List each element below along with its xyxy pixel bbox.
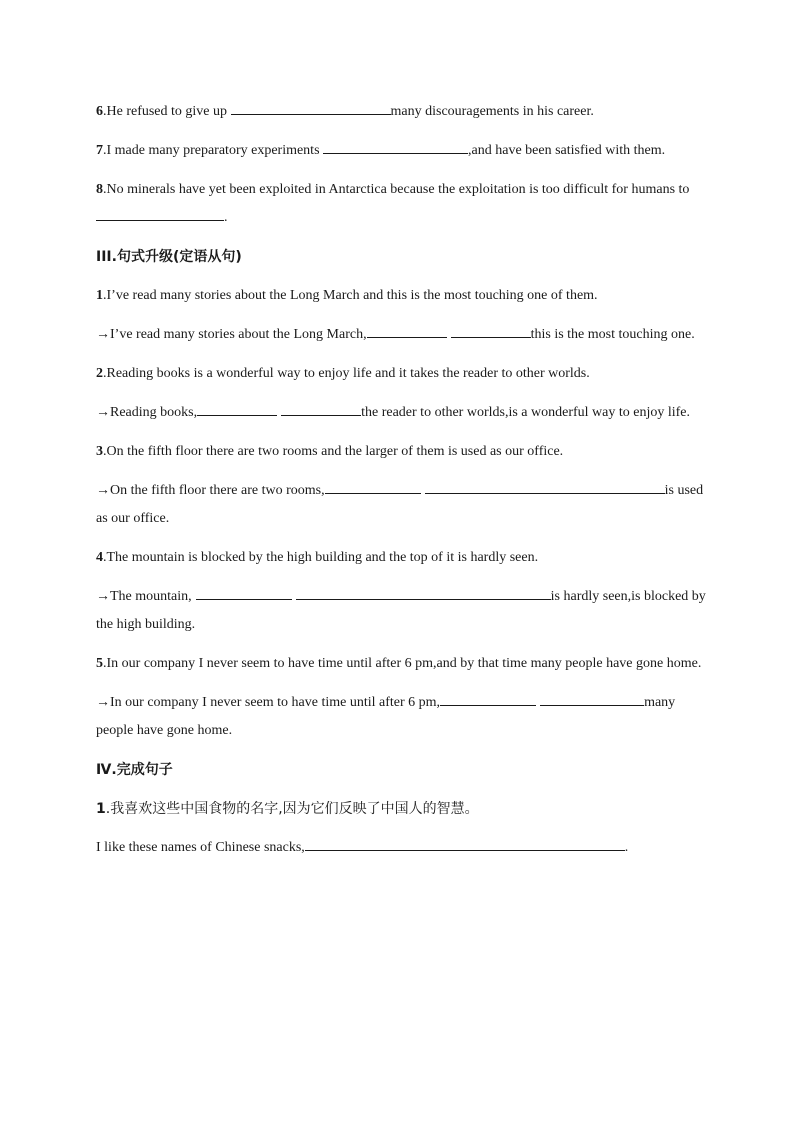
question-text: .No minerals have yet been exploited in Antarctica because the exploitation is too difficult for humans to (103, 182, 690, 197)
question-text: many discouragements in his career. (390, 104, 594, 119)
question-6 (96, 98, 706, 126)
rewrite-3-original (96, 438, 706, 466)
question-text: .In our company I never seem to have time until after 6 pm,and by that time many people have gone home. (103, 656, 702, 671)
rewrite-text: is hardly seen,is blocked by the high building. (96, 589, 706, 632)
rewrite-1-original (96, 282, 706, 310)
complete-1-english (96, 834, 706, 862)
answer-blank[interactable] (231, 100, 391, 115)
rewrite-5-answer (96, 689, 706, 745)
answer-blank[interactable] (296, 585, 551, 600)
answer-blank[interactable] (367, 323, 447, 338)
section-heading: III.句式升级(定语从句) (96, 249, 242, 265)
worksheet-page (96, 98, 706, 873)
answer-blank[interactable] (281, 401, 361, 416)
rewrite-text: →On the fifth floor there are two rooms, (96, 483, 325, 498)
answer-blank[interactable] (196, 585, 292, 600)
question-text: . (224, 210, 228, 225)
question-text: .The mountain is blocked by the high building and the top of it is hardly seen. (103, 550, 539, 565)
question-text: .我喜欢这些中国食物的名字,因为它们反映了中国人的智慧。 (105, 801, 479, 817)
question-text: . (624, 840, 629, 855)
answer-blank[interactable] (323, 139, 468, 154)
rewrite-text: →I’ve read many stories about the Long March, (96, 327, 367, 342)
question-number: 4 (96, 550, 103, 565)
question-7 (96, 137, 706, 165)
complete-1-chinese (96, 795, 706, 823)
rewrite-text: this is the most touching one. (530, 327, 695, 342)
answer-blank[interactable] (425, 479, 665, 494)
question-number: 5 (96, 656, 103, 671)
rewrite-4-original (96, 544, 706, 572)
rewrite-text: →Reading books, (96, 405, 198, 420)
question-8 (96, 176, 706, 232)
question-number: 6 (96, 104, 103, 119)
rewrite-text: the reader to other worlds,is a wonderful way to enjoy life. (361, 405, 691, 420)
rewrite-1-answer (96, 321, 706, 349)
rewrite-text: →The mountain, (96, 589, 192, 604)
answer-blank[interactable] (96, 206, 224, 221)
rewrite-2-original (96, 360, 706, 388)
answer-blank[interactable] (305, 836, 625, 851)
rewrite-4-answer (96, 583, 706, 639)
question-text: .Reading books is a wonderful way to enjoy life and it takes the reader to other worlds. (103, 366, 590, 381)
question-text: ,and have been satisfied with them. (468, 143, 666, 158)
rewrite-2-answer (96, 399, 706, 427)
question-number: 7 (96, 143, 103, 158)
question-text: .He refused to give up (103, 104, 231, 119)
question-number: 8 (96, 182, 103, 197)
answer-blank[interactable] (540, 691, 644, 706)
answer-blank[interactable] (325, 479, 421, 494)
question-text: .On the fifth floor there are two rooms and the larger of them is used as our office. (103, 444, 564, 459)
question-number: 1 (96, 288, 103, 303)
rewrite-5-original (96, 650, 706, 678)
question-text: I like these names of Chinese snacks, (96, 840, 305, 855)
rewrite-3-answer (96, 477, 706, 533)
rewrite-text: many people have gone home. (96, 695, 676, 738)
answer-blank[interactable] (440, 691, 536, 706)
question-number: 1 (96, 801, 106, 817)
section-heading: Ⅳ.完成句子 (96, 762, 173, 778)
rewrite-text: →In our company I never seem to have time until after 6 pm, (96, 695, 441, 710)
answer-blank[interactable] (197, 401, 277, 416)
question-number: 3 (96, 444, 103, 459)
question-text: .I made many preparatory experiments (103, 143, 324, 158)
question-text: .I’ve read many stories about the Long March and this is the most touching one of them. (103, 288, 598, 303)
answer-blank[interactable] (451, 323, 531, 338)
question-number: 2 (96, 366, 103, 381)
rewrite-text: is used as our office. (96, 483, 704, 526)
